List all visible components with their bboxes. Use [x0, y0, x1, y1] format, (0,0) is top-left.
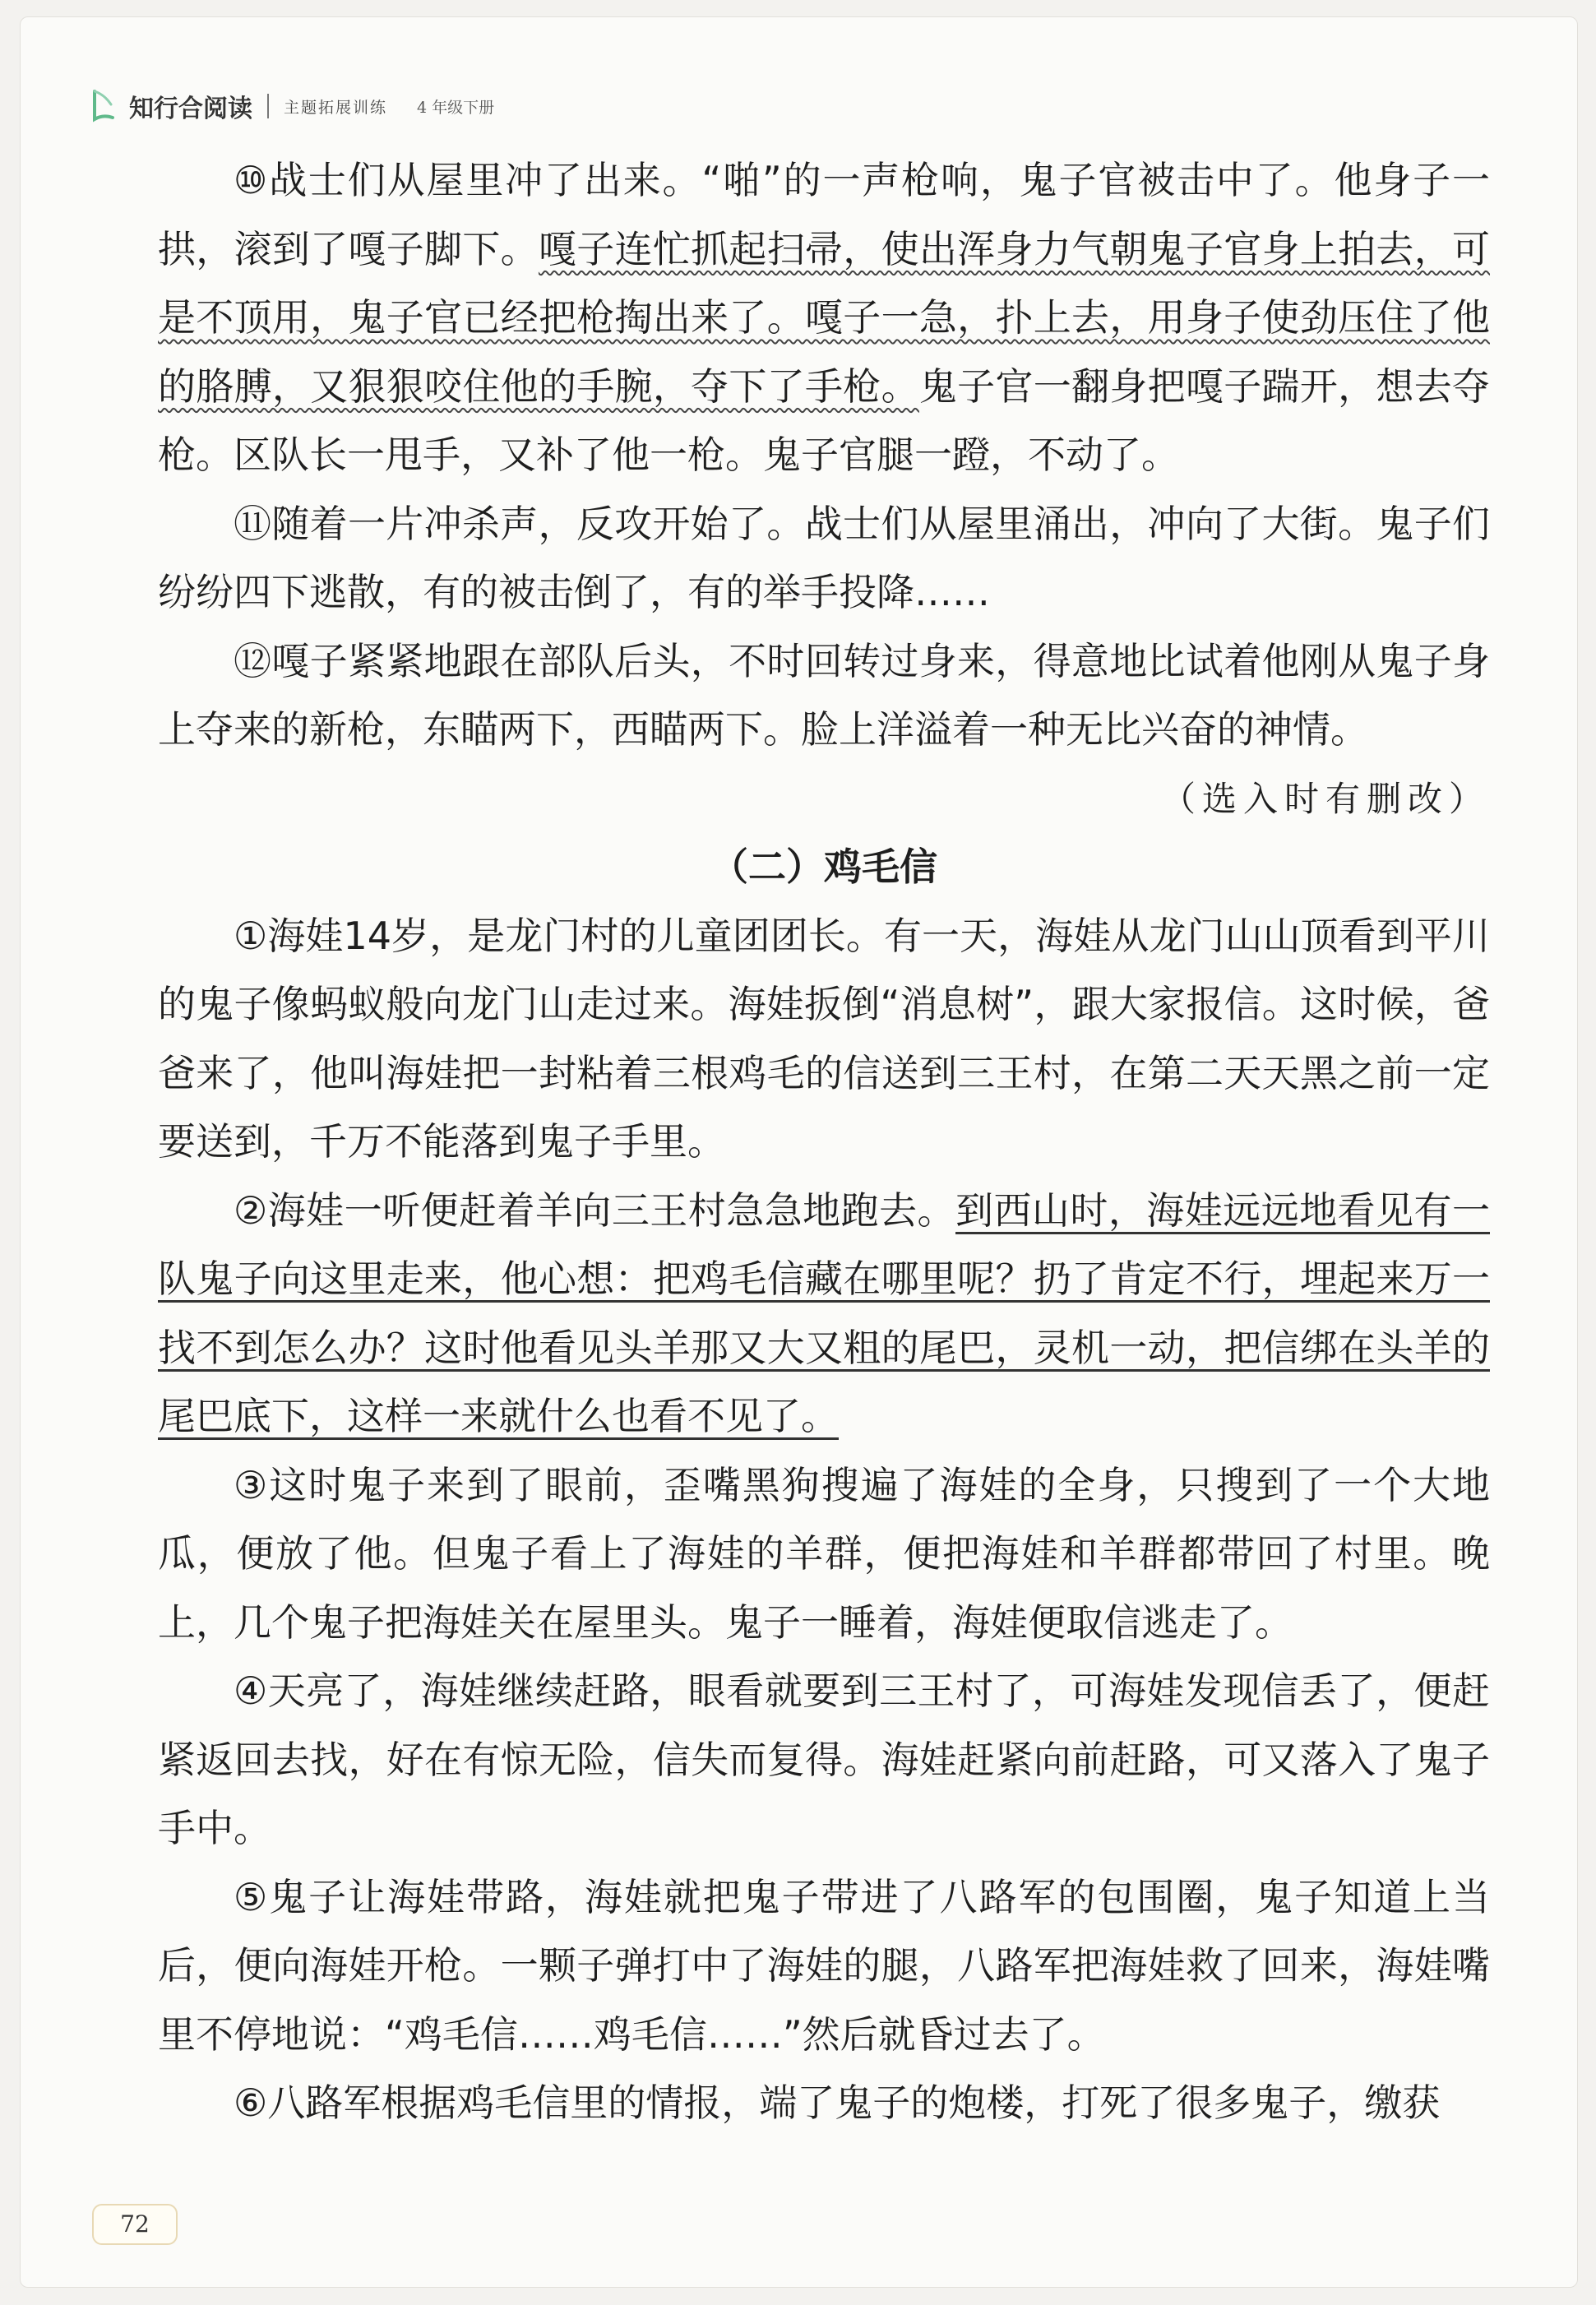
paragraph-5: ⑤鬼子让海娃带路，海娃就把鬼子带进了八路军的包围圈，鬼子知道上当后，便向海娃开枪。一颗子弹打中了海娃的腿，八路军把海娃救了回来，海娃嘴里不停地说：“鸡毛信……鸡毛信……”然后就昏过去了。 [158, 1874, 1490, 2057]
wavy-underlined-text: 嘎子连忙抓起扫帚，使出浑身力气朝鬼子官身上拍去，可是不顶用，鬼子官已经把枪掏出来了。嘎子一急，扑上去，用身子使劲压住了他的胳膊，又狠狠咬住他的手腕，夺下了手枪。 [158, 226, 1491, 409]
paragraph-4: ④天亮了，海娃继续赶路，眼看就要到三王村了，可海娃发现信丢了，便赶紧返回去找，好在有惊无险，信失而复得。海娃赶紧向前赶路，可又落入了鬼子手中。 [158, 1669, 1490, 1850]
grade-label: 4 年级下册 [417, 98, 495, 117]
paragraph-1: ①海娃14岁，是龙门村的儿童团团长。有一天，海娃从龙门山山顶看到平川的鬼子像蚂蚁般向龙门山走过来。海娃扳倒“消息树”，跟大家报信。这时候，爸爸来了，他叫海娃把一封粘着三根鸡毛的信送到三王村，在第二天天黑之前一定要送到，千万不能落到鬼子手里。 [158, 913, 1490, 1164]
series-logo-text: 知行合阅读 [129, 95, 252, 123]
paragraph-11: ⑪随着一片冲杀声，反攻开始了。战士们从屋里涌出，冲向了大街。鬼子们纷纷四下逃散，有的被击倒了，有的举手投降…… [158, 501, 1490, 614]
paragraph-2: ②海娃一听便赶着羊向三王村急急地跑去。到西山时，海娃远远地看见有一队鬼子向这里走来，他心想：把鸡毛信藏在哪里呢？扔了肯定不行，埋起来万一找不到怎么办？这时他看见头羊那又大又粗的尾巴，灵机一动，把信绑在头羊的尾巴底下，这样一来就什么也看不见了。 [158, 1187, 1490, 1438]
page-number: 72 [92, 2204, 178, 2245]
series-subtitle: 主题拓展训练 [284, 98, 388, 117]
paragraph-3: ③这时鬼子来到了眼前，歪嘴黑狗搜遍了海娃的全身，只搜到了一个大地瓜，便放了他。但鬼子看上了海娃的羊群，便把海娃和羊群都带回了村里。晚上，几个鬼子把海娃关在屋里头。鬼子一睡着，海娃便取信逃走了。 [158, 1462, 1490, 1645]
header-divider [267, 94, 269, 118]
underlined-text: 到西山时，海娃远远地看见有一队鬼子向这里走来，他心想：把鸡毛信藏在哪里呢？扔了肯定不行，埋起来万一找不到怎么办？这时他看见头羊那又大又粗的尾巴，灵机一动，把信绑在头羊的尾巴底下，这样一来就什么也看不见了。 [158, 1187, 1490, 1438]
page-header [90, 81, 494, 131]
reading-passage [158, 146, 1490, 2138]
section-title: （二）鸡毛信 [710, 845, 937, 889]
paragraph-12: ⑫嘎子紧紧地跟在部队后头，不时回转过身来，得意地比试着他刚从鬼子身上夺来的新枪，东瞄两下，西瞄两下。脸上洋溢着一种无比兴奋的神情。 [158, 638, 1490, 752]
paragraph-10: ⑩战士们从屋里冲了出来。“啪”的一声枪响，鬼子官被击中了。他身子一拱，滚到了嘎子脚下。嘎子连忙抓起扫帚，使出浑身力气朝鬼子官身上拍去，可是不顶用，鬼子官已经把枪掏出来了。嘎子一急，扑上去，用身子使劲压住了他的胳膊，又狠狠咬住他的手腕，夺下了手枪。鬼子官一翻身把嘎子踹开，想去夺枪。区队长一甩手，又补了他一枪。鬼子官腿一蹬，不动了。 [158, 158, 1491, 477]
source-note: （选入时有删改） [1160, 778, 1490, 819]
book-logo-icon [90, 88, 118, 124]
paragraph-6: ⑥八路军根据鸡毛信里的情报，端了鬼子的炮楼，打死了很多鬼子，缴获 [234, 2081, 1441, 2125]
